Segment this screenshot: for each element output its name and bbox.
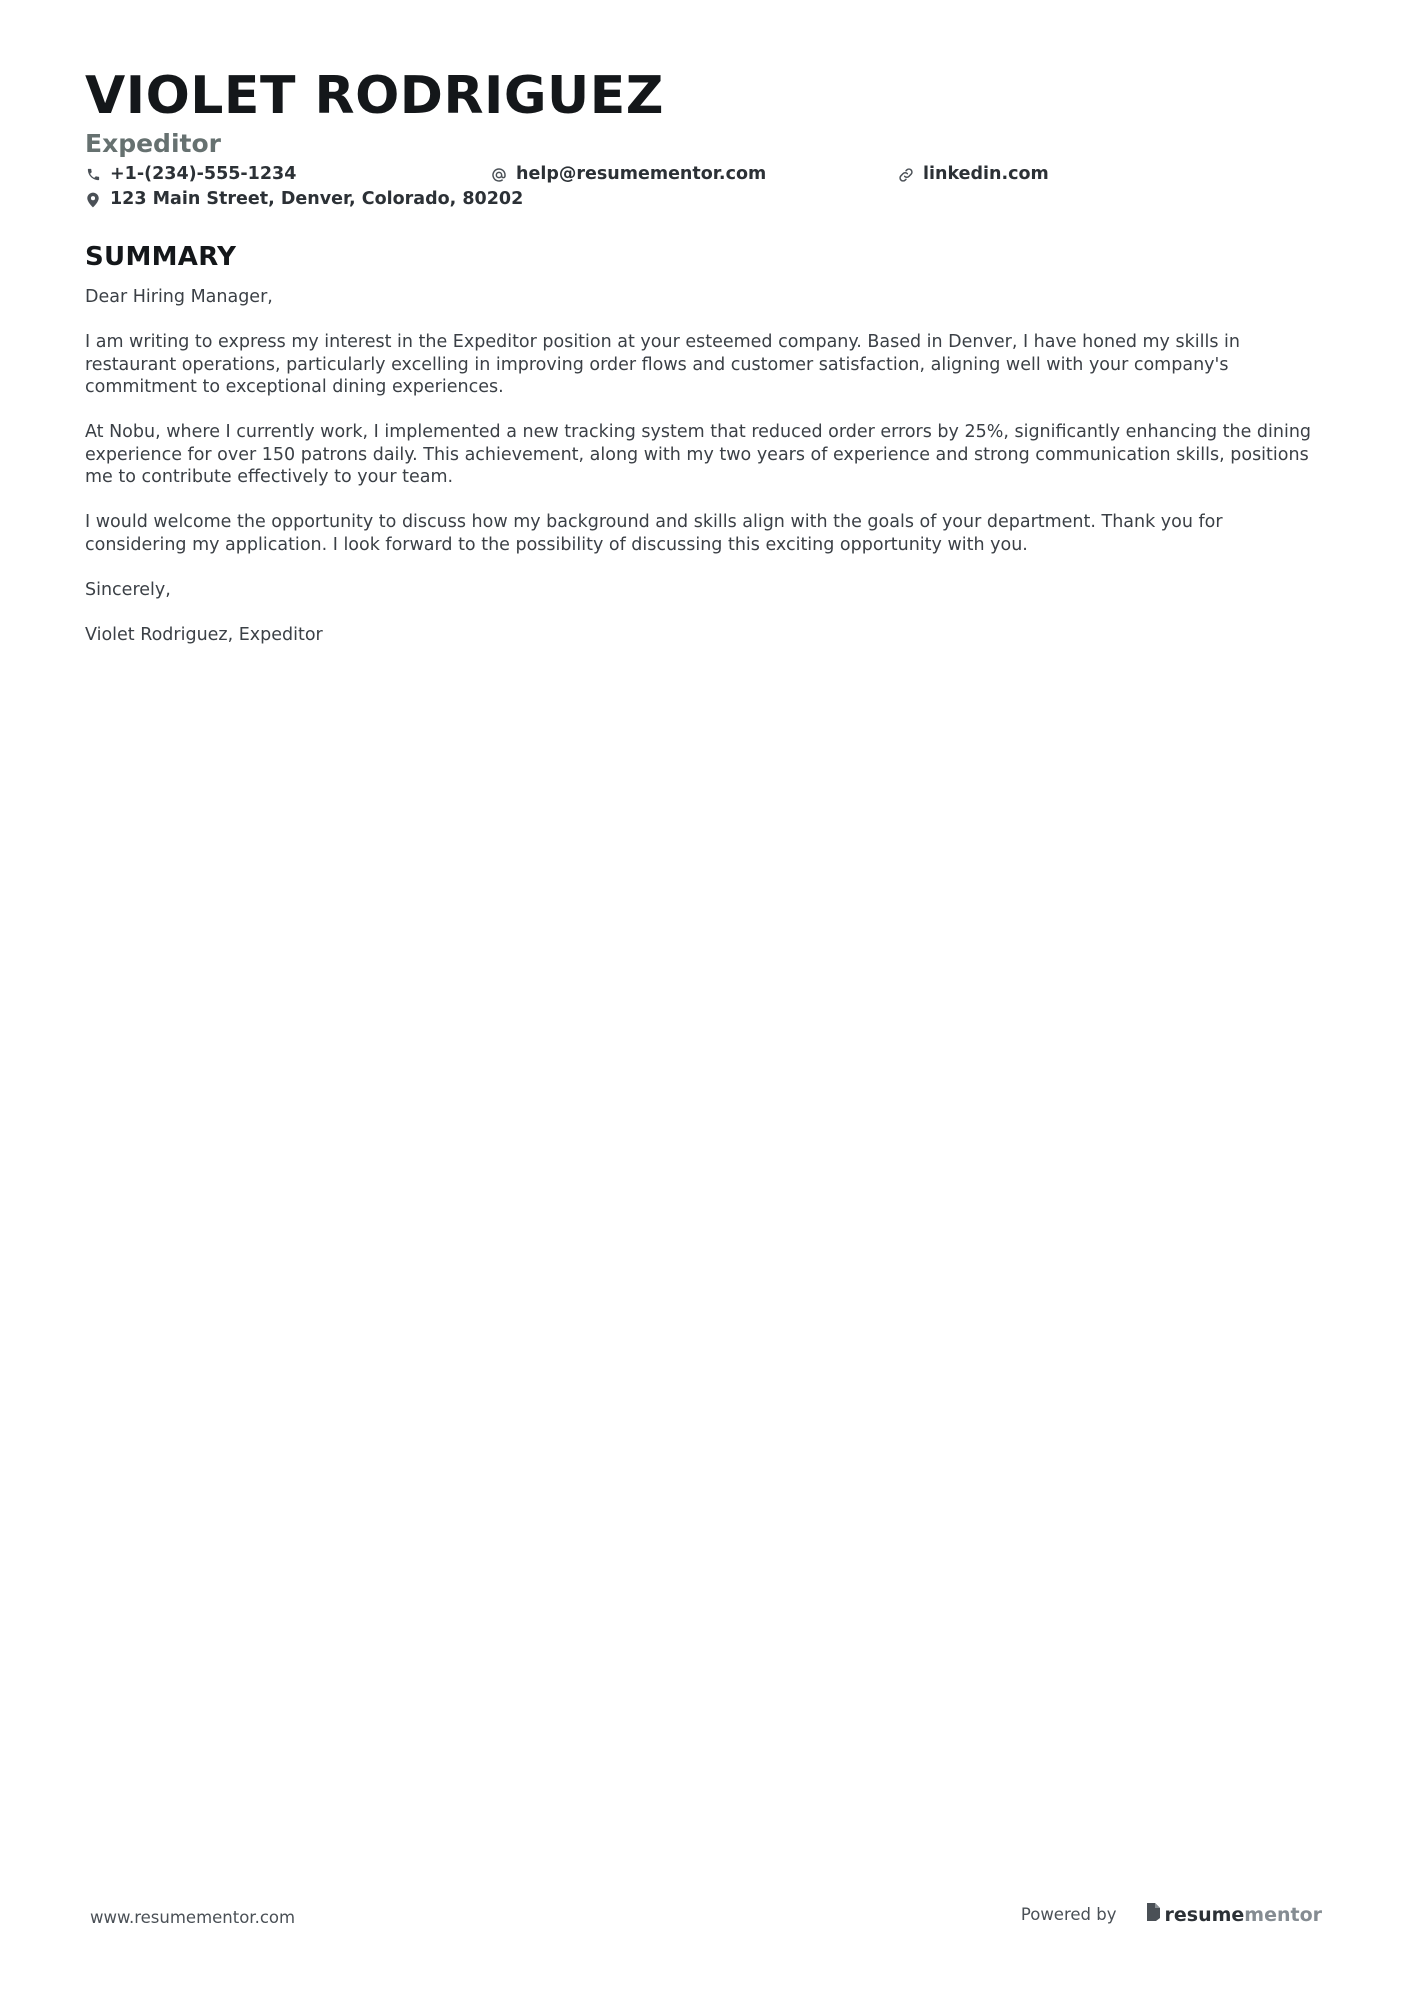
footer-website-link[interactable]: www.resumementor.com [90,1908,296,1927]
contact-email [491,166,766,184]
letter-greeting: Dear Hiring Manager, [85,287,273,307]
at-icon [491,167,507,183]
address-text: 123 Main Street, Denver, Colorado, 80202 [110,189,524,209]
resumementor-logo[interactable] [1145,1902,1323,1927]
footer-powered-by [1021,1902,1322,1927]
letter-paragraph: I would welcome the opportunity to discuss how my background and skills align with the goals of your department. Thank you for considering my application. I look forward to the possibility of discussing this exciting opportunity with you. [85,512,1223,555]
resumementor-logo-icon [1145,1902,1161,1927]
contact-phone [85,166,296,184]
letter-signature: Violet Rodriguez, Expeditor [85,624,323,645]
contact-address [85,191,523,209]
website-link[interactable]: linkedin.com [923,164,1049,184]
link-icon [898,167,914,183]
email-link[interactable]: help@resumementor.com [516,164,767,184]
letter-paragraph: At Nobu, where I currently work, I implemented a new tracking system that reduced order errors by 25%, significantly enhancing the dining experience for over 150 patrons daily. This achievement, along with my two years of experience and strong communication skills, positions me to contribute effectively to your team. [85,422,1312,487]
contact-website [898,166,1049,184]
phone-text: +1-(234)-555-1234 [110,164,297,184]
phone-icon [85,167,101,183]
candidate-name: VIOLET RODRIGUEZ [85,66,664,126]
brand-name-part2: mentor [1244,1903,1322,1926]
letter-paragraph: I am writing to express my interest in the Expeditor position at your esteemed company. Based in Denver, I have honed my skills in restaurant operations, particularly excelling in improving order flows and customer satisfaction, aligning well with your company's commitment to exceptional dining experiences. [85,332,1240,397]
candidate-title: Expeditor [85,129,221,158]
powered-by-label: Powered by [1020,1905,1117,1924]
map-pin-icon [85,192,101,208]
brand-name-part1: resume [1164,1903,1245,1926]
letter-closing: Sincerely, [85,579,171,600]
section-title-summary: SUMMARY [85,242,237,272]
letter-body [85,286,1325,669]
